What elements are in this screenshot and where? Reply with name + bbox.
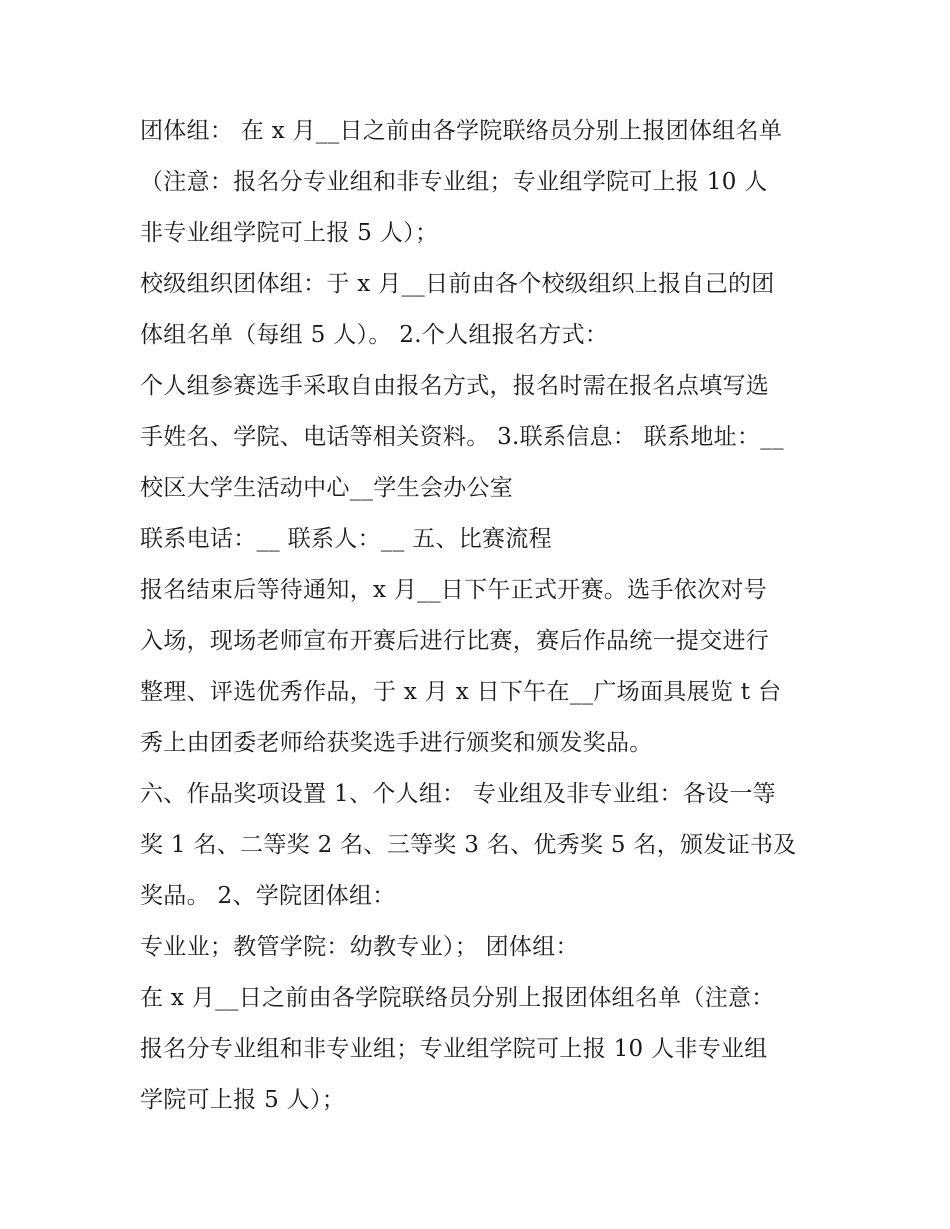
- text-line: （注意：报名分专业组和非专业组；专业组学院可上报 10 人: [140, 169, 768, 195]
- text-line: 报名结束后等待通知，x 月__日下午正式开赛。选手依次对号: [140, 577, 767, 603]
- text-line: 六、作品奖项设置 1、个人组： 专业组及非专业组：各设一等: [140, 781, 776, 807]
- text-line: 专业业；教管学院：幼教专业）； 团体组：: [140, 934, 579, 960]
- text-line: 校级组织团体组：于 x 月__日前由各个校级组织上报自己的团: [140, 271, 775, 297]
- text-line: 秀上由团委老师给获奖选手进行颁奖和颁发奖品。: [140, 730, 653, 756]
- text-line: 学院可上报 5 人）；: [140, 1087, 346, 1113]
- document-body: [140, 106, 820, 1126]
- text-line: 手姓名、学院、电话等相关资料。 3.联系信息： 联系地址：__: [140, 424, 784, 450]
- text-line: 奖品。 2、学院团体组：: [140, 883, 396, 909]
- text-line: 在 x 月__日之前由各学院联络员分别上报团体组名单（注意：: [140, 985, 775, 1011]
- text-line: 整理、评选优秀作品，于 x 月 x 日下午在__广场面具展览 t 台: [140, 679, 782, 705]
- text-line: 团体组： 在 x 月__日之前由各学院联络员分别上报团体组名单: [140, 118, 783, 144]
- text-line: 校区大学生活动中心__学生会办公室: [140, 475, 514, 501]
- text-line: 体组名单（每组 5 人）。 2.个人组报名方式：: [140, 322, 609, 348]
- text-line: 个人组参赛选手采取自由报名方式，报名时需在报名点填写选: [140, 373, 770, 399]
- text-line: 入场，现场老师宣布开赛后进行比赛，赛后作品统一提交进行: [140, 628, 770, 654]
- text-line: 非专业组学院可上报 5 人）；: [140, 220, 439, 246]
- text-line: 奖 1 名、二等奖 2 名、三等奖 3 名、优秀奖 5 名，颁发证书及: [140, 832, 797, 858]
- text-line: 联系电话：__ 联系人：__ 五、比赛流程: [140, 526, 552, 552]
- text-line: 报名分专业组和非专业组；专业组学院可上报 10 人非专业组: [140, 1036, 768, 1062]
